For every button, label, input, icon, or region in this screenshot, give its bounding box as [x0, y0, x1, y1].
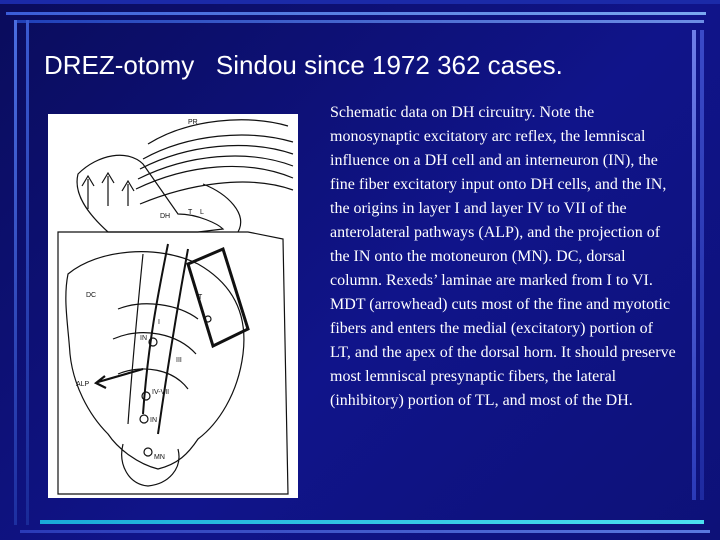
label-lamina-i: I	[158, 319, 160, 326]
frame-bar-right-2	[700, 30, 704, 500]
lamina-curve	[118, 369, 188, 389]
section-frame	[58, 232, 288, 494]
dh-upper-curve	[203, 184, 241, 232]
figure-caption: Schematic data on DH circuitry. Note the monosynaptic excitatory arc reflex, the lemniscal influence on a DH cell and an interneuron (IN), the fine fiber excitatory input onto DH cells, and the IN, the origins in layer I and layer IV to VII of the anterolateral pathways (ALP), and the projection of the IN onto the motoneuron (MN). DC, dorsal column. Rexeds’ laminae are marked from I to VI. MDT (arrowhead) cuts most of the fine and myototic fibers and enters the medial (excitatory) portion of LT, and the apex of the dorsal horn. It should preserve most lemniscal presynaptic fibers, the lateral (inhibitory) portion of TL, and most of the DH.	[330, 104, 676, 409]
label-dh: DH	[160, 213, 171, 220]
drez-upper-outline	[77, 155, 223, 232]
dorsal-horn-diagram	[48, 114, 298, 498]
label-l-upper: L	[200, 209, 204, 216]
dorsal-horn-outline	[66, 252, 244, 469]
neuron-iv-vii	[142, 392, 150, 400]
label-t-lower: T	[198, 294, 203, 301]
alp-arrow	[96, 369, 143, 388]
rootlet-outline-top	[148, 120, 288, 144]
frame-bar-left	[14, 20, 17, 525]
lamina-curve	[118, 304, 198, 319]
ascending-arrow	[102, 173, 114, 206]
slide-title: DREZ-otomy Sindou since 1972 362 cases.	[44, 50, 563, 80]
frame-bar-top	[0, 0, 720, 4]
label-pr: PR	[188, 119, 198, 126]
label-in: IN	[140, 335, 147, 342]
neuron-in-lower	[140, 415, 148, 423]
frame-bar-top-accent	[6, 12, 706, 15]
lamina-curve	[113, 333, 196, 354]
frame-bar-top-accent-2	[14, 20, 704, 23]
label-mn: MN	[154, 454, 165, 461]
frame-bar-bottom-2	[20, 530, 710, 533]
frame-bar-right	[692, 30, 696, 500]
label-t-upper: T	[188, 209, 193, 216]
diagram-svg	[48, 114, 298, 498]
label-dc: DC	[86, 292, 97, 299]
neuron-mn	[144, 448, 152, 456]
frame-bar-left-2	[26, 20, 29, 525]
label-alp: ALP	[76, 381, 90, 388]
frame-bar-bottom	[40, 520, 704, 524]
ascending-arrow	[122, 181, 134, 206]
label-iv-vii: IV-VII	[152, 389, 170, 396]
label-in-lower: IN	[150, 417, 157, 424]
label-lamina-iii: III	[176, 357, 182, 364]
